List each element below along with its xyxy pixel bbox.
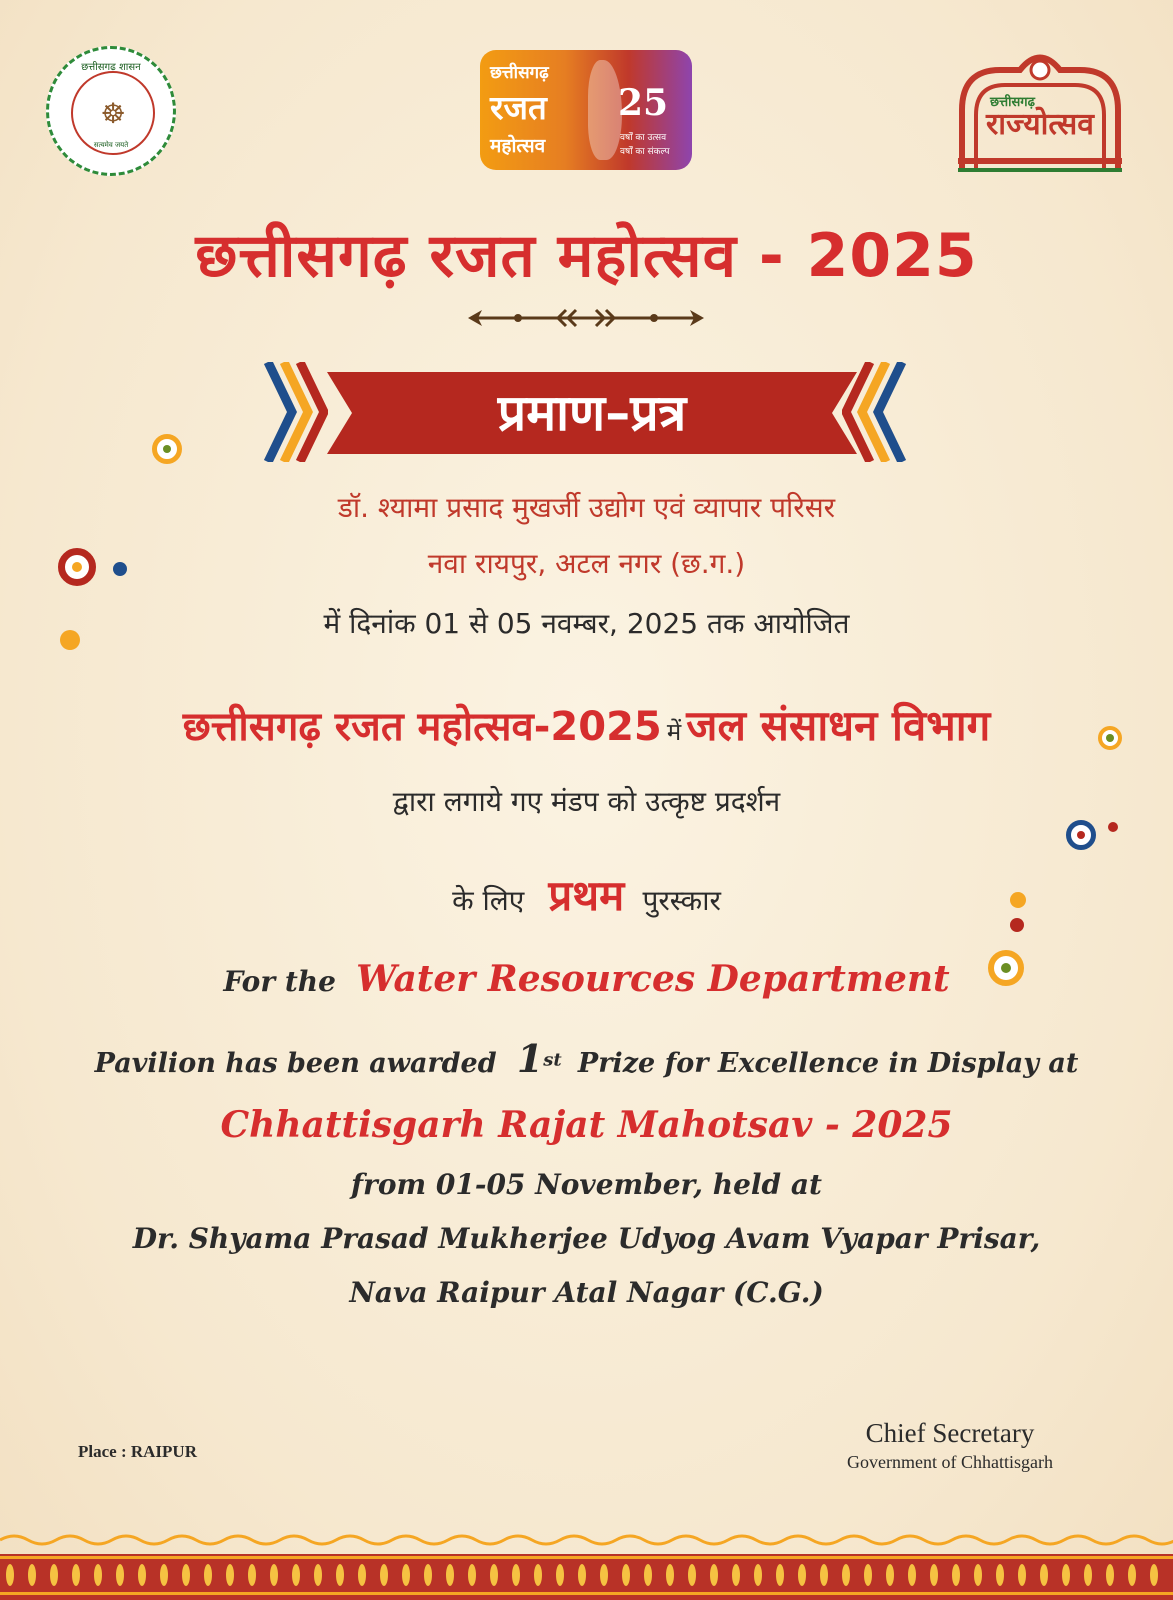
border-oval-icon	[952, 1564, 960, 1586]
for-label-hindi: के लिए	[452, 884, 525, 917]
border-oval-icon	[666, 1564, 674, 1586]
seal-arc-text: छत्तीसगढ़ शासन	[81, 62, 141, 73]
border-oval-icon	[248, 1564, 256, 1586]
border-oval-icon	[336, 1564, 344, 1586]
venue-english-line2: Nava Raipur Atal Nagar (C.G.)	[349, 1276, 824, 1309]
department-hindi: जल संसाधन विभाग	[686, 701, 991, 750]
pavilion-hindi-line: द्वारा लगाये गए मंडप को उत्कृष्ट प्रदर्शन	[392, 785, 781, 818]
award-hindi-line	[0, 696, 1173, 753]
decor-ring-icon	[1066, 820, 1096, 850]
date-hindi-line: में दिनांक 01 से 05 नवम्बर, 2025 तक आयोजित	[323, 607, 850, 640]
border-oval-icon	[600, 1564, 608, 1586]
border-oval-icon	[446, 1564, 454, 1586]
border-oval-icon	[50, 1564, 58, 1586]
border-oval-icon	[138, 1564, 146, 1586]
rajyotsav-small-text: छत्तीसगढ़	[990, 95, 1035, 110]
seal-motto: सत्यमेव जयते	[93, 141, 129, 149]
border-oval-icon	[72, 1564, 80, 1586]
border-oval-icon	[314, 1564, 322, 1586]
border-oval-icon	[512, 1564, 520, 1586]
border-oval-icon	[842, 1564, 850, 1586]
border-oval-icon	[886, 1564, 894, 1586]
logo-line1: छत्तीसगढ़	[490, 63, 549, 83]
border-oval-icon	[402, 1564, 410, 1586]
dates-english: from 01-05 November, held at	[351, 1168, 822, 1201]
border-oval-icon	[424, 1564, 432, 1586]
border-oval-icon	[270, 1564, 278, 1586]
border-oval-icon	[820, 1564, 828, 1586]
venue-hindi-line1: डॉ. श्यामा प्रसाद मुखर्जी उद्योग एवं व्यापार परिसर	[337, 491, 836, 524]
rajyotsav-logo	[950, 40, 1130, 175]
logo-sub2: वर्षों का संकल्प	[620, 147, 670, 157]
border-oval-icon	[1062, 1564, 1070, 1586]
venue-english-line1: Dr. Shyama Prasad Mukherjee Udyog Avam Vyapar Prisar,	[132, 1222, 1041, 1255]
border-oval-icon	[6, 1564, 14, 1586]
rajyotsav-main-text: राज्योत्सव	[986, 107, 1094, 142]
border-oval-icon	[94, 1564, 102, 1586]
government-seal-logo	[46, 46, 176, 176]
border-oval-icon	[1150, 1564, 1158, 1586]
awarded-suffix: Prize for Excellence in Display at	[577, 1048, 1079, 1079]
connector-hindi: में	[666, 718, 682, 746]
for-the-line	[0, 958, 1173, 1000]
border-oval-icon	[1084, 1564, 1092, 1586]
venue-hindi-line2: नवा रायपुर, अटल नगर (छ.ग.)	[427, 547, 746, 580]
prize-word-hindi: पुरस्कार	[642, 884, 721, 917]
awarded-prefix: Pavilion has been awarded	[94, 1048, 497, 1079]
border-oval-icon	[996, 1564, 1004, 1586]
right-chevron-decor	[842, 362, 912, 462]
logo-line3: महोत्सव	[490, 135, 546, 157]
border-oval-icon	[622, 1564, 630, 1586]
border-oval-icon	[644, 1564, 652, 1586]
awarded-line	[0, 1036, 1173, 1081]
state-map-icon	[588, 60, 622, 160]
prize-rank-hindi: प्रथम	[548, 871, 625, 920]
border-oval-icon	[1128, 1564, 1136, 1586]
emblem-icon: ☸	[71, 71, 155, 155]
border-oval-icon	[908, 1564, 916, 1586]
border-oval-icon	[534, 1564, 542, 1586]
border-oval-icon	[468, 1564, 476, 1586]
border-oval-icon	[1106, 1564, 1114, 1586]
border-oval-icon	[798, 1564, 806, 1586]
rajat-mahotsav-logo	[480, 50, 692, 170]
border-oval-icon	[160, 1564, 168, 1586]
border-oval-icon	[578, 1564, 586, 1586]
decor-ring-icon	[152, 434, 182, 464]
border-oval-icon	[358, 1564, 366, 1586]
logo-sub1: वर्षों का उत्सव	[620, 133, 667, 143]
border-oval-icon	[182, 1564, 190, 1586]
border-oval-icon	[754, 1564, 762, 1586]
prize-hindi-line	[0, 866, 1173, 923]
border-oval-icon	[974, 1564, 982, 1586]
place-label: Place : RAIPUR	[78, 1442, 197, 1461]
logo-line2: रजत	[490, 88, 547, 127]
signatory-title: Chief Secretary	[865, 1418, 1035, 1448]
event-hindi: छत्तीसगढ़ रजत महोत्सव-2025	[182, 704, 662, 750]
event-english: Chhattisgarh Rajat Mahotsav - 2025	[220, 1104, 953, 1146]
border-oval-icon	[490, 1564, 498, 1586]
border-oval-icon	[776, 1564, 784, 1586]
border-oval-icon	[116, 1564, 124, 1586]
border-oval-icon	[1040, 1564, 1048, 1586]
decor-dot-icon	[1108, 822, 1118, 832]
border-oval-icon	[556, 1564, 564, 1586]
ornamental-divider	[466, 302, 706, 334]
signatory-org: Government of Chhattisgarh	[847, 1452, 1053, 1472]
rank-number: 1	[516, 1036, 544, 1081]
border-oval-icon	[930, 1564, 938, 1586]
logo-number: 25	[618, 82, 669, 124]
border-oval-icon	[864, 1564, 872, 1586]
border-oval-icon	[28, 1564, 36, 1586]
department-english: Water Resources Department	[356, 958, 950, 1000]
border-oval-icon	[710, 1564, 718, 1586]
border-oval-icon	[380, 1564, 388, 1586]
border-oval-icon	[292, 1564, 300, 1586]
decorative-bottom-border	[0, 1532, 1173, 1600]
border-oval-icon	[204, 1564, 212, 1586]
for-the-text: For the	[223, 965, 336, 998]
certificate-title: छत्तीसगढ़ रजत महोत्सव - 2025	[195, 221, 978, 291]
border-oval-icon	[1018, 1564, 1026, 1586]
border-oval-icon	[732, 1564, 740, 1586]
rank-suffix: st	[543, 1049, 562, 1071]
border-oval-icon	[226, 1564, 234, 1586]
banner-text: प्रमाण–प्रत्र	[497, 384, 687, 442]
border-oval-icon	[688, 1564, 696, 1586]
left-chevron-decor	[258, 362, 328, 462]
